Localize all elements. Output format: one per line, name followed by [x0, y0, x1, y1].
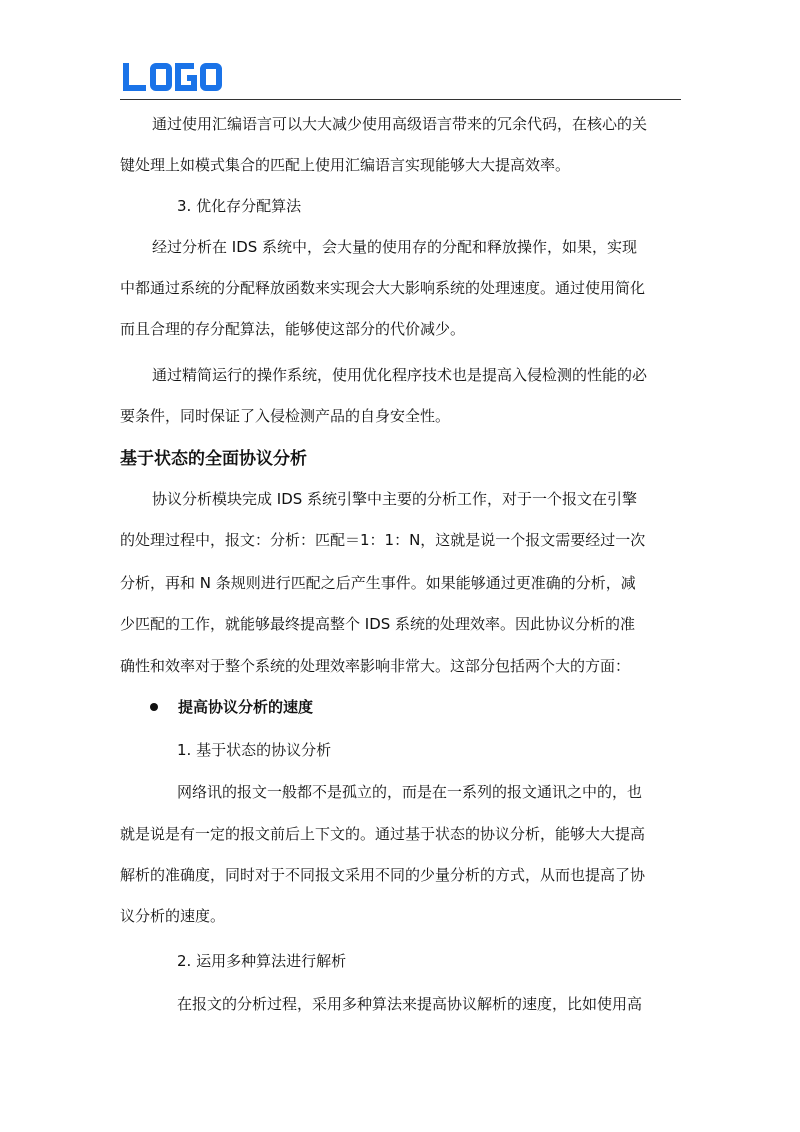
list-item-3: 3. 优化存分配算法 [177, 197, 302, 215]
paragraph-line: 键处理上如模式集合的匹配上使用汇编语言实现能够大大提高效率。 [120, 156, 571, 174]
paragraph-line: 确性和效率对于整个系统的处理效率影响非常大。这部分包括两个大的方面： [120, 657, 631, 675]
paragraph-line: 的处理过程中，报文：分析：匹配＝1：1：N，这就是说一个报文需要经过一次 [120, 531, 646, 549]
paragraph-line: 中都通过系统的分配释放函数来实现会大大影响系统的处理速度。通过使用简化 [120, 279, 646, 297]
bullet-title: 提高协议分析的速度 [178, 698, 314, 716]
paragraph-line: 而且合理的存分配算法，能够使这部分的代价减少。 [120, 320, 466, 338]
list-item-2: 2. 运用多种算法进行解析 [177, 952, 347, 970]
paragraph-line: 在报文的分析过程，采用多种算法来提高协议解析的速度，比如使用高 [177, 995, 643, 1013]
paragraph-line: 协议分析模块完成 IDS 系统引擎中主要的分析工作，对于一个报文在引擎 [152, 490, 638, 508]
paragraph-line: 就是说是有一定的报文前后上下文的。通过基于状态的协议分析，能够大大提高 [120, 825, 646, 843]
section-heading: 基于状态的全面协议分析 [120, 449, 307, 469]
header-rule [120, 99, 681, 100]
paragraph-line: 解析的准确度，同时对于不同报文采用不同的少量分析的方式，从而也提高了协 [120, 866, 646, 884]
paragraph-line: 网络讯的报文一般都不是孤立的，而是在一系列的报文通讯之中的，也 [177, 783, 643, 801]
paragraph-line: 分析，再和 N 条规则进行匹配之后产生事件。如果能够通过更准确的分析，减 [120, 574, 636, 592]
logo-icon [122, 62, 226, 92]
logo [122, 62, 226, 96]
paragraph-line: 通过使用汇编语言可以大大减少使用高级语言带来的冗余代码，在核心的关 [152, 115, 648, 133]
paragraph-line: 通过精简运行的操作系统，使用优化程序技术也是提高入侵检测的性能的必 [152, 366, 648, 384]
paragraph-line: 少匹配的工作，就能够最终提高整个 IDS 系统的处理效率。因此协议分析的准 [120, 615, 636, 633]
bullet-icon [150, 703, 158, 711]
paragraph-line: 经过分析在 IDS 系统中，会大量的使用存的分配和释放操作，如果，实现 [152, 238, 638, 256]
paragraph-line: 要条件，同时保证了入侵检测产品的自身安全性。 [120, 407, 451, 425]
list-item-1: 1. 基于状态的协议分析 [177, 741, 332, 759]
paragraph-line: 议分析的速度。 [120, 907, 226, 925]
